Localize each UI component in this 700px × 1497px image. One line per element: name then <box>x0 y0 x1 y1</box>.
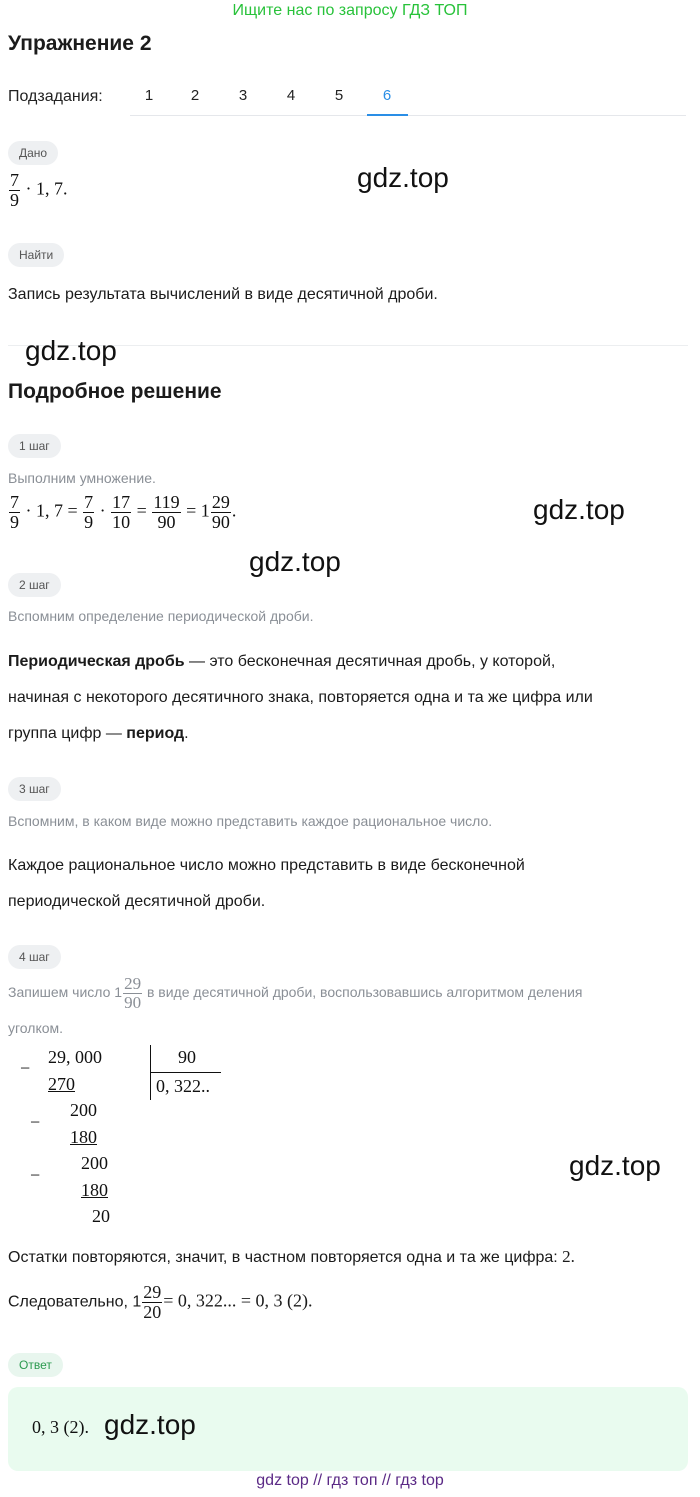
division-subtrahend-3: 180 <box>81 1180 108 1200</box>
step2-definition: Периодическая дробь — это бесконечная десятичная дробь, у которой, начиная с некоторого десятичного знака, повторяется одна и та же цифра или группа цифр — период. <box>8 653 593 742</box>
find-pill: Найти <box>8 243 64 267</box>
division-remainder-3: 20 <box>92 1206 110 1226</box>
step2-caption: Вспомним определение периодической дроби. <box>8 608 314 624</box>
solution-title: Подробное решение <box>8 380 222 403</box>
division-bar <box>151 1072 221 1073</box>
given-pill: Дано <box>8 141 58 165</box>
step1-expression: $\frac{7}{9}$ · 1, 7 = $\frac{7}{9}$ · $\frac{17}{10}$ = $\frac{119}{90}$ = 1 $\frac{29}{90}$ . <box>10 492 237 532</box>
division-subtrahend-1: 270 <box>48 1074 75 1094</box>
watermark: gdz.top <box>357 162 449 193</box>
division-dividend: 29, 000 <box>48 1047 102 1067</box>
division-subtrahend-2: 180 <box>70 1127 97 1147</box>
step4-pill: 4 шаг <box>8 945 61 969</box>
division-quotient: 0, 322.. <box>156 1076 210 1096</box>
footer-links[interactable]: gdz top // гдз топ // гдз top <box>256 1472 444 1489</box>
watermark: gdz.top <box>533 494 625 525</box>
step2-pill: 2 шаг <box>8 573 61 597</box>
find-text: Запись результата вычислений в виде десятичной дроби. <box>8 286 438 303</box>
step1-caption: Выполним умножение. <box>8 470 156 486</box>
page-title: Упражнение 2 <box>8 32 152 55</box>
step4-caption: Запишем число 1 $\frac{29}{90}$ в виде десятичной дроби, воспользовавшись алгоритмом деления <box>8 974 583 1012</box>
given-expression: $\frac{7}{9}$ · 1, 7. <box>10 170 68 210</box>
tab-subtask-4[interactable]: 4 <box>286 87 296 104</box>
division-divisor: 90 <box>178 1047 196 1067</box>
tab-subtask-5[interactable]: 5 <box>334 87 344 104</box>
step1-pill: 1 шаг <box>8 434 61 458</box>
subtasks-label: Подзадания: <box>8 88 103 105</box>
division-remainder-1: 200 <box>70 1100 97 1120</box>
active-tab-indicator <box>367 114 408 116</box>
step4-caption-line2: уголком. <box>8 1020 64 1036</box>
division-minus: − <box>30 1112 41 1132</box>
watermark: gdz.top <box>104 1409 196 1440</box>
tab-subtask-3[interactable]: 3 <box>238 87 248 104</box>
watermark: gdz.top <box>569 1150 661 1181</box>
step3-pill: 3 шаг <box>8 777 61 801</box>
step3-caption: Вспомним, в каком виде можно представить каждое рациональное число. <box>8 813 493 829</box>
answer-value: 0, 3 (2). <box>32 1417 89 1437</box>
step3-text: Каждое рациональное число можно представить в виде бесконечной периодической десятичной дроби. <box>8 857 525 910</box>
promo-banner[interactable]: Ищите нас по запросу ГДЗ ТОП <box>232 2 468 19</box>
division-minus: − <box>20 1058 31 1078</box>
answer-pill: Ответ <box>8 1353 63 1377</box>
tab-subtask-2[interactable]: 2 <box>190 87 200 104</box>
watermark: gdz.top <box>25 335 117 366</box>
division-remainder-2: 200 <box>81 1153 108 1173</box>
watermark: gdz.top <box>249 546 341 577</box>
tab-subtask-1[interactable]: 1 <box>144 87 154 104</box>
step4-remark: Остатки повторяются, значит, в частном повторяется одна и та же цифра: 2. <box>8 1247 575 1266</box>
division-minus: − <box>30 1165 41 1185</box>
step4-conclusion: Следовательно, 1 $\frac{29}{20}$ = 0, 322... = 0, 3 (2). <box>8 1282 313 1322</box>
tab-subtask-6[interactable]: 6 <box>382 87 392 104</box>
tabs-divider <box>130 115 686 116</box>
